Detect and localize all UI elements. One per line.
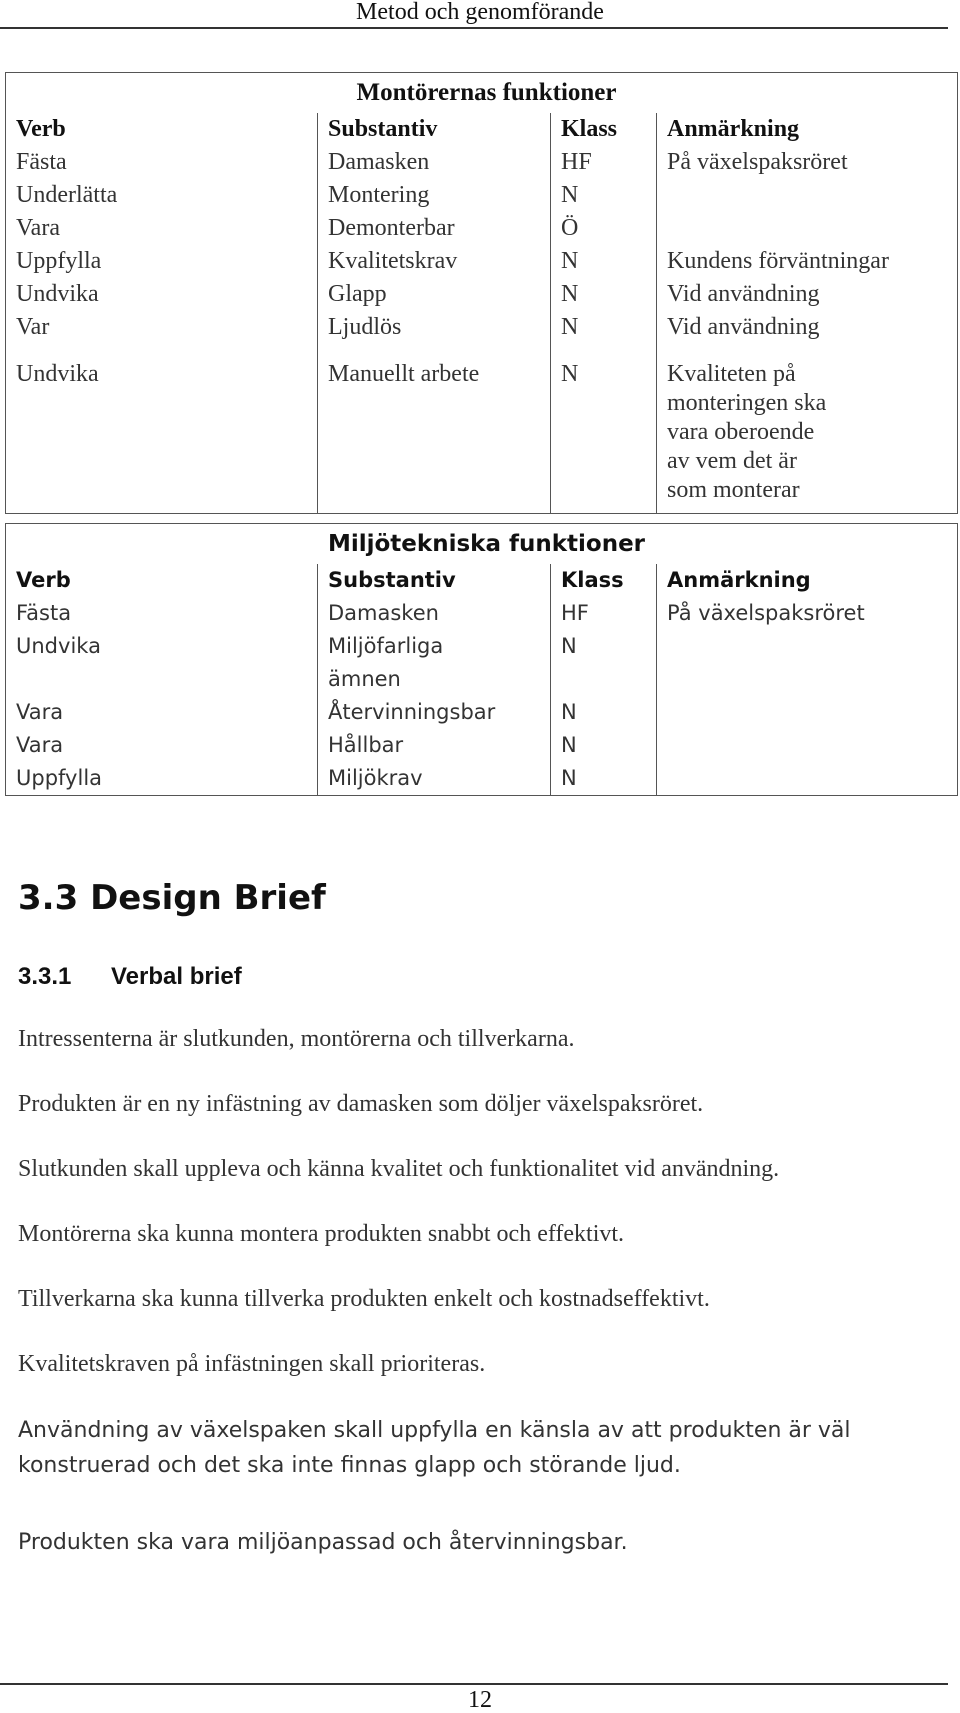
table-cell: På växelspaksröret bbox=[657, 597, 958, 630]
table-cell: Miljökrav bbox=[318, 762, 551, 796]
table-cell: N bbox=[551, 245, 657, 278]
footer-rule bbox=[0, 1683, 948, 1685]
table-cell: Kvalitetskrav bbox=[318, 245, 551, 278]
table-cell: Ö bbox=[551, 212, 657, 245]
table-cell: Ljudlös bbox=[318, 311, 551, 344]
table-row bbox=[6, 245, 958, 278]
table-cell: Vid användning bbox=[657, 311, 958, 344]
table-row bbox=[6, 597, 958, 630]
table-row bbox=[6, 146, 958, 179]
column-header: Klass bbox=[551, 113, 657, 146]
column-header: Anmärkning bbox=[657, 564, 958, 597]
table-cell: Kundens förväntningar bbox=[657, 245, 958, 278]
paragraph: Produkten är en ny infästning av damasken som döljer växelspaksröret. bbox=[18, 1091, 704, 1117]
table-cell: N bbox=[551, 278, 657, 311]
table-cell: Uppfylla bbox=[6, 762, 318, 796]
table-cell: Underlätta bbox=[6, 179, 318, 212]
paragraph: Intressenterna är slutkunden, montörerna och tillverkarna. bbox=[18, 1026, 575, 1052]
paragraph: Kvalitetskraven på infästningen skall prioriteras. bbox=[18, 1351, 486, 1377]
column-header: Klass bbox=[551, 564, 657, 597]
table-title: Miljötekniska funktioner bbox=[6, 524, 958, 565]
table-header-row bbox=[6, 564, 958, 597]
table-row bbox=[6, 311, 958, 344]
table-cell: Uppfylla bbox=[6, 245, 318, 278]
table-cell: Var bbox=[6, 311, 318, 344]
table-cell: Undvika bbox=[6, 630, 318, 696]
table-row bbox=[6, 344, 958, 514]
column-header: Anmärkning bbox=[657, 113, 958, 146]
table-cell: Damasken bbox=[318, 597, 551, 630]
table-row bbox=[6, 278, 958, 311]
table-cell: Miljöfarliga ämnen bbox=[318, 630, 551, 696]
column-header: Substantiv bbox=[318, 113, 551, 146]
miljotekniska-funktioner-table bbox=[5, 523, 958, 796]
table-cell: N bbox=[551, 762, 657, 796]
table-cell: Återvinningsbar bbox=[318, 696, 551, 729]
table-cell: På växelspaksröret bbox=[657, 146, 958, 179]
table-cell: HF bbox=[551, 146, 657, 179]
page-number: 12 bbox=[468, 1687, 492, 1713]
table-cell: Kvaliteten på monteringen ska vara oberoende av vem det är som monterar bbox=[657, 344, 958, 514]
table-cell: Hållbar bbox=[318, 729, 551, 762]
table-cell: Fästa bbox=[6, 597, 318, 630]
running-header: Metod och genomförande bbox=[356, 0, 604, 25]
table-cell: N bbox=[551, 630, 657, 696]
table-cell: Damasken bbox=[318, 146, 551, 179]
table-row bbox=[6, 729, 958, 762]
paragraph: Användning av växelspaken skall uppfylla en känsla av att produkten är väl konstruerad och det ska inte finnas glapp och störande ljud. bbox=[18, 1418, 851, 1478]
table-cell: N bbox=[551, 344, 657, 514]
table-cell bbox=[657, 729, 958, 762]
table-cell bbox=[657, 212, 958, 245]
table-cell: Undvika bbox=[6, 278, 318, 311]
table-row bbox=[6, 630, 958, 696]
table-row bbox=[6, 212, 958, 245]
table-cell: Vara bbox=[6, 729, 318, 762]
table-row bbox=[6, 696, 958, 729]
table-cell: N bbox=[551, 311, 657, 344]
table-cell: N bbox=[551, 179, 657, 212]
header-rule bbox=[0, 27, 948, 29]
paragraph: Slutkunden skall uppleva och känna kvalitet och funktionalitet vid användning. bbox=[18, 1156, 780, 1182]
table-cell: Demonterbar bbox=[318, 212, 551, 245]
table-cell: Vara bbox=[6, 212, 318, 245]
table-cell: Montering bbox=[318, 179, 551, 212]
table-title: Montörernas funktioner bbox=[6, 73, 958, 114]
table-cell: Fästa bbox=[6, 146, 318, 179]
table-cell bbox=[657, 179, 958, 212]
table-cell: HF bbox=[551, 597, 657, 630]
subsection-title: Verbal brief bbox=[111, 963, 242, 990]
subsection-heading bbox=[18, 963, 242, 991]
paragraph: Tillverkarna ska kunna tillverka produkten enkelt och kostnadseffektivt. bbox=[18, 1286, 710, 1312]
table-cell: Manuellt arbete bbox=[318, 344, 551, 514]
paragraph: Montörerna ska kunna montera produkten snabbt och effektivt. bbox=[18, 1221, 625, 1247]
table-cell: Undvika bbox=[6, 344, 318, 514]
column-header: Substantiv bbox=[318, 564, 551, 597]
montorernas-funktioner-table bbox=[5, 72, 958, 514]
paragraph: Produkten ska vara miljöanpassad och återvinningsbar. bbox=[18, 1530, 628, 1555]
column-header: Verb bbox=[6, 113, 318, 146]
table-cell bbox=[657, 696, 958, 729]
table-cell: Vara bbox=[6, 696, 318, 729]
table-cell: N bbox=[551, 729, 657, 762]
table-row bbox=[6, 179, 958, 212]
table-cell: Vid användning bbox=[657, 278, 958, 311]
table-cell: Glapp bbox=[318, 278, 551, 311]
column-header: Verb bbox=[6, 564, 318, 597]
table-header-row bbox=[6, 113, 958, 146]
table-cell bbox=[657, 762, 958, 796]
section-heading: 3.3 Design Brief bbox=[18, 878, 326, 918]
table-row bbox=[6, 762, 958, 796]
table-cell: N bbox=[551, 696, 657, 729]
table-cell bbox=[657, 630, 958, 696]
subsection-number: 3.3.1 bbox=[18, 963, 72, 990]
